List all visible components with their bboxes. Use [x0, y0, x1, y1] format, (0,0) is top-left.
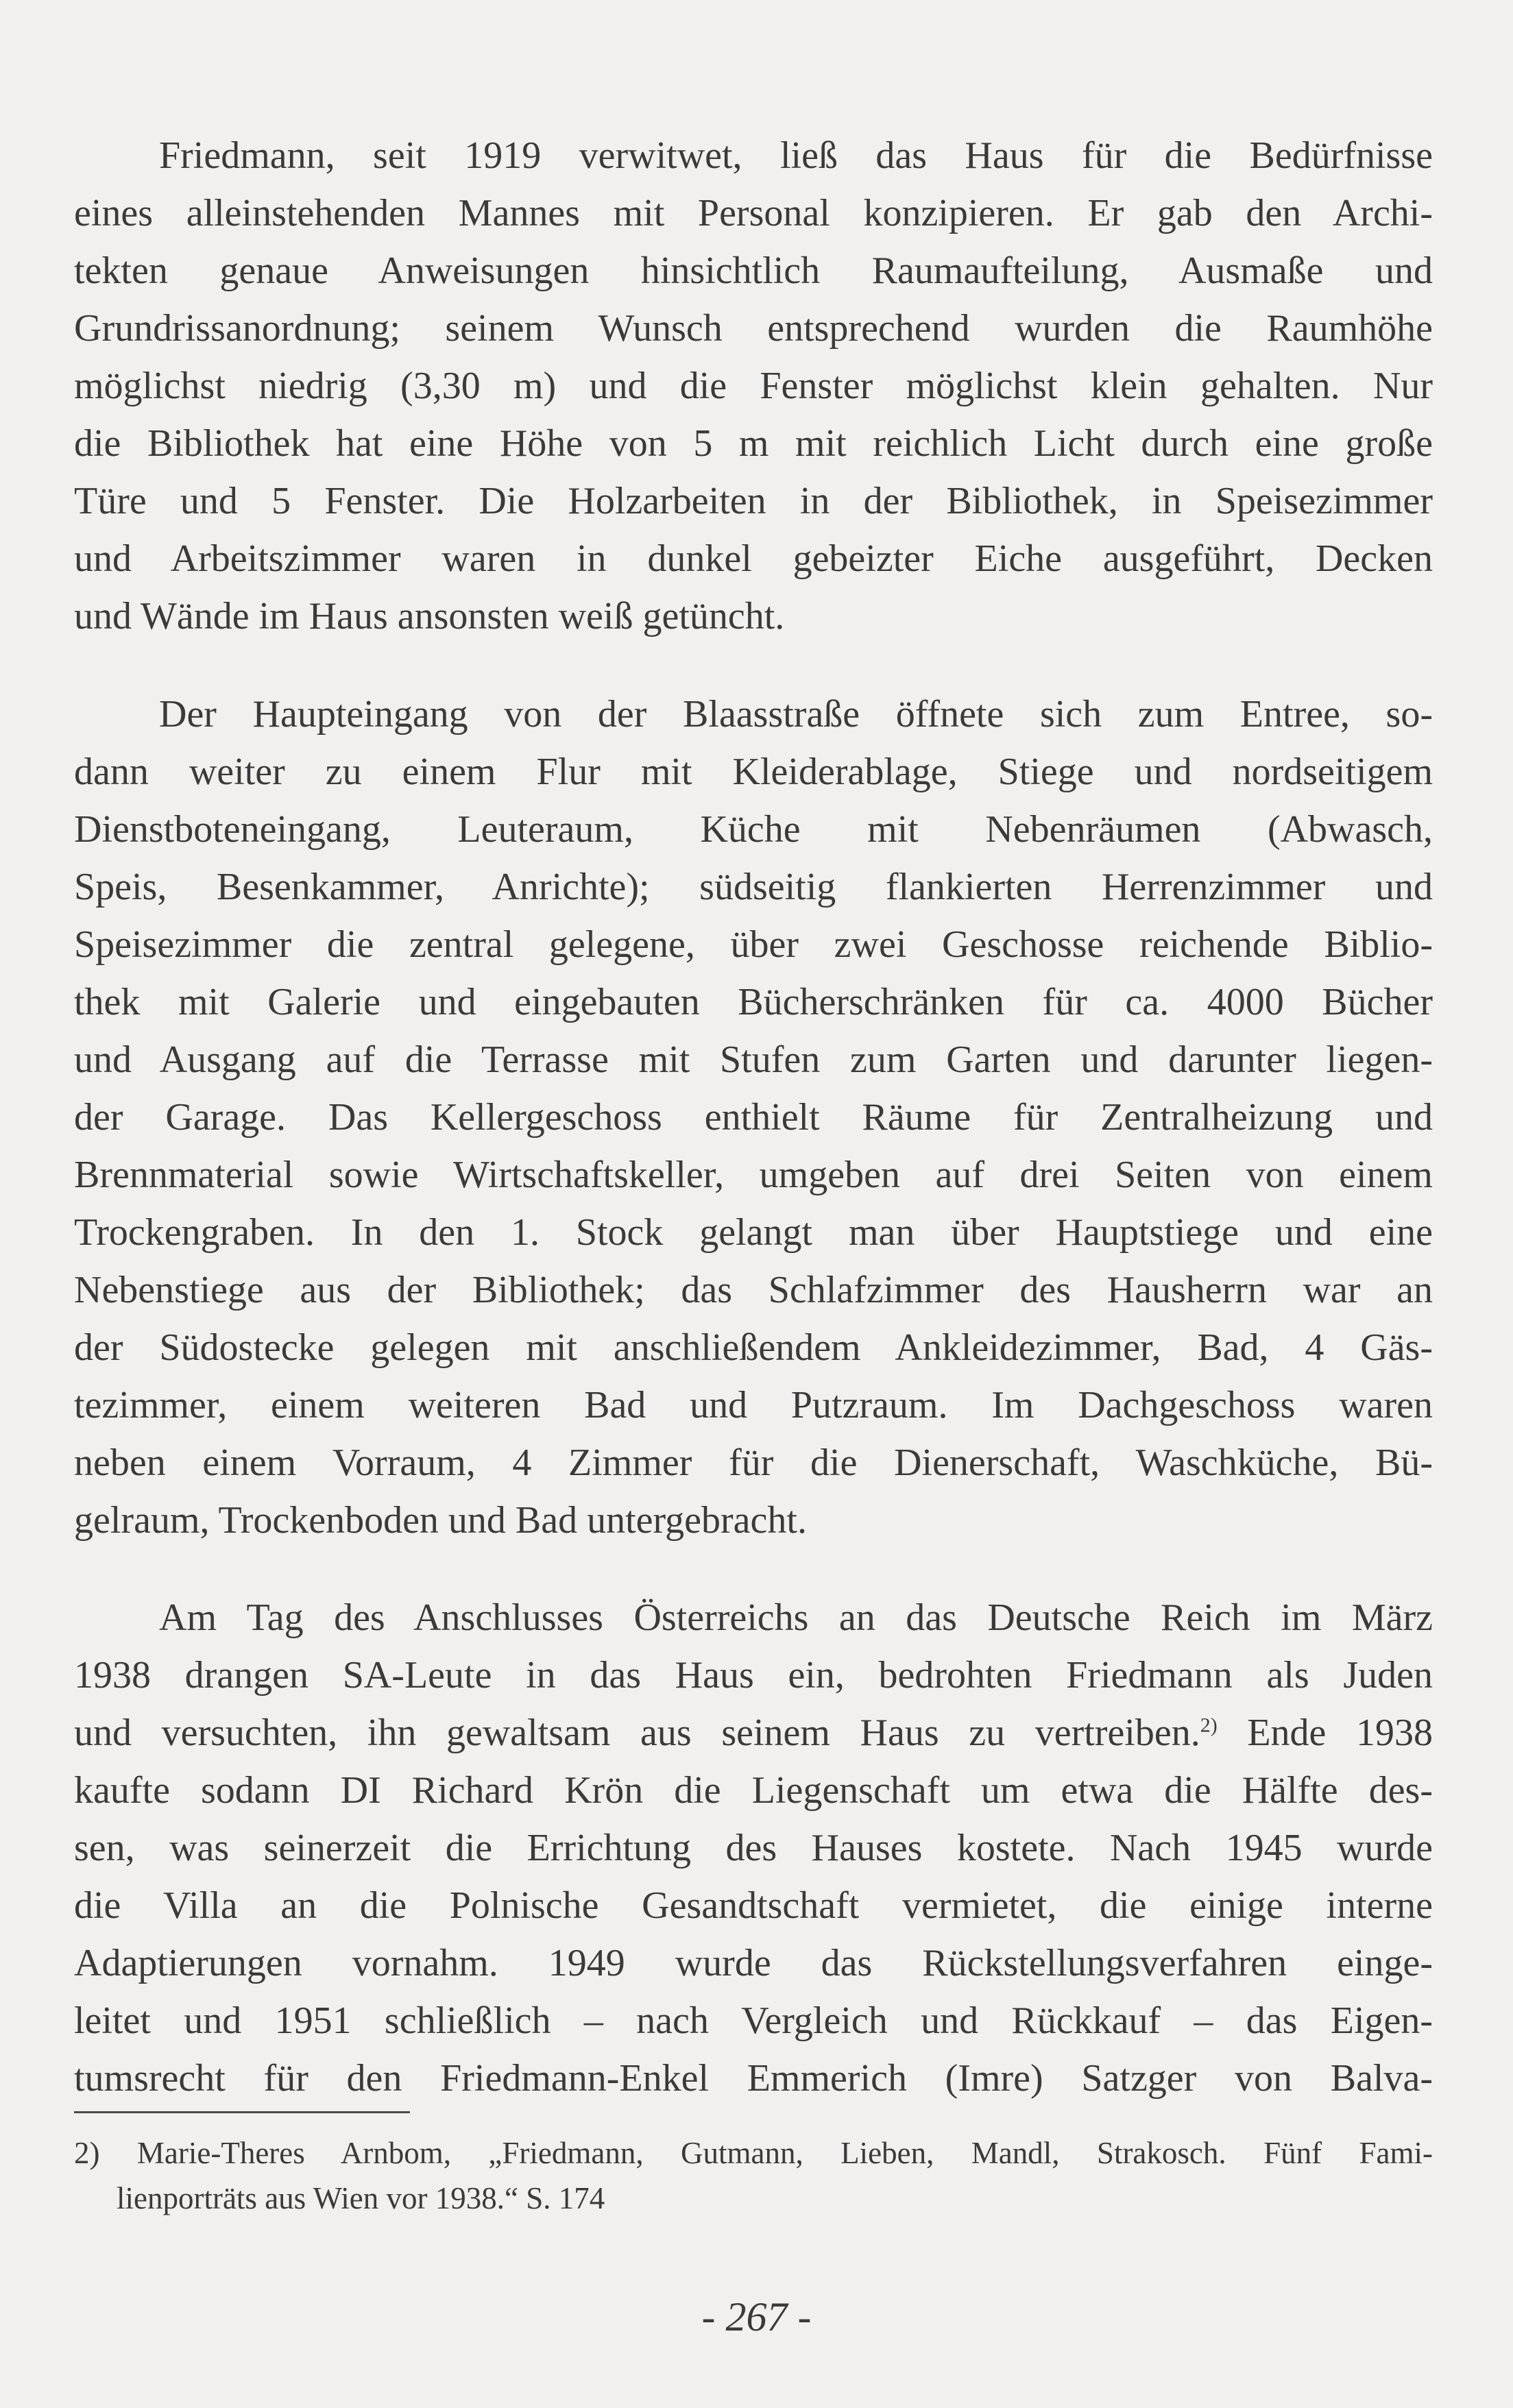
- paragraph-3-line-6: die Villa an die Polnische Gesandtschaft vermietet, die einige interne: [74, 1884, 1433, 1927]
- paragraph-1-line-6: die Bibliothek hat eine Höhe von 5 m mit reichlich Licht durch eine große: [74, 422, 1433, 465]
- paragraph-1-line-7: Türe und 5 Fenster. Die Holzarbeiten in der Bibliothek, in Speisezimmer: [74, 480, 1433, 522]
- paragraph-3-line-8: leitet und 1951 schließlich – nach Vergleich und Rückkauf – das Eigen-: [74, 1999, 1433, 2042]
- paragraph-3-line-3: [74, 1704, 1433, 1762]
- paragraph-2-line-11: Nebenstiege aus der Bibliothek; das Schlafzimmer des Hausherrn war an: [74, 1269, 1433, 1311]
- footnote-separator: [74, 2111, 410, 2113]
- paragraph-2-line-9: Brennmaterial sowie Wirtschaftskeller, umgeben auf drei Seiten von einem: [74, 1154, 1433, 1196]
- footnote-line-1: 2) Marie-Theres Arnbom, „Friedmann, Gutmann, Lieben, Mandl, Strakosch. Fünf Fami-: [74, 2136, 1433, 2170]
- paragraph-1-line-3: tekten genaue Anweisungen hinsichtlich Raumaufteilung, Ausmaße und: [74, 250, 1433, 292]
- paragraph-2-line-13: tezimmer, einem weiteren Bad und Putzraum. Im Dachgeschoss waren: [74, 1384, 1433, 1426]
- paragraph-3-line-9: tumsrecht für den Friedmann-Enkel Emmerich (Imre) Satzger von Balva-: [74, 2057, 1433, 2100]
- paragraph-2-line-4: Speis, Besenkammer, Anrichte); südseitig flankierten Herrenzimmer und: [74, 866, 1433, 908]
- paragraph-2-line-14: neben einem Vorraum, 4 Zimmer für die Dienerschaft, Waschküche, Bü-: [74, 1442, 1433, 1484]
- paragraph-1-line-9: und Wände im Haus ansonsten weiß getüncht.: [74, 595, 785, 637]
- paragraph-3-line-7: Adaptierungen vornahm. 1949 wurde das Rückstellungsverfahren einge-: [74, 1942, 1433, 1984]
- footnote-reference[interactable]: 2): [1200, 1714, 1218, 1737]
- footnote-line-2: lienporträts aus Wien vor 1938.“ S. 174: [117, 2181, 605, 2215]
- paragraph-1-line-4: Grundrissanordnung; seinem Wunsch entsprechend wurden die Raumhöhe: [74, 307, 1433, 350]
- paragraph-2-line-12: der Südostecke gelegen mit anschließendem Ankleidezimmer, Bad, 4 Gäs-: [74, 1326, 1433, 1369]
- paragraph-2-line-8: der Garage. Das Kellergeschoss enthielt Räume für Zentralheizung und: [74, 1096, 1433, 1139]
- paragraph-2-line-10: Trockengraben. In den 1. Stock gelangt man über Hauptstiege und eine: [74, 1211, 1433, 1254]
- paragraph-1-line-1: Friedmann, seit 1919 verwitwet, ließ das Haus für die Bedürfnisse: [159, 134, 1433, 177]
- paragraph-2-line-7: und Ausgang auf die Terrasse mit Stufen zum Garten und darunter liegen-: [74, 1038, 1433, 1081]
- paragraph-2-line-3: Dienstboteneingang, Leuteraum, Küche mit Nebenräumen (Abwasch,: [74, 808, 1433, 851]
- paragraph-1-line-8: und Arbeitszimmer waren in dunkel gebeizter Eiche ausgeführt, Decken: [74, 537, 1433, 580]
- paragraph-2-line-15: gelraum, Trockenboden und Bad untergebracht.: [74, 1499, 807, 1542]
- paragraph-3-line-4: kaufte sodann DI Richard Krön die Liegenschaft um etwa die Hälfte des-: [74, 1769, 1433, 1812]
- paragraph-2-line-6: thek mit Galerie und eingebauten Bücherschränken für ca. 4000 Bücher: [74, 981, 1433, 1023]
- paragraph-2-line-1: Der Haupteingang von der Blaasstraße öffnete sich zum Entree, so-: [159, 693, 1433, 735]
- paragraph-3-line-1: Am Tag des Anschlusses Österreichs an das Deutsche Reich im März: [159, 1596, 1433, 1639]
- paragraph-2-line-2: dann weiter zu einem Flur mit Kleiderablage, Stiege und nordseitigem: [74, 751, 1433, 793]
- paragraph-3-line-3-tail: Ende 1938: [1217, 1712, 1433, 1754]
- paragraph-3-line-2: 1938 drangen SA-Leute in das Haus ein, bedrohten Friedmann als Juden: [74, 1654, 1433, 1696]
- paragraph-1-line-2: eines alleinstehenden Mannes mit Personal konzipieren. Er gab den Archi-: [74, 192, 1433, 234]
- page-number: - 267 -: [701, 2294, 812, 2339]
- paragraph-1-line-5: möglichst niedrig (3,30 m) und die Fenster möglichst klein gehalten. Nur: [74, 365, 1433, 407]
- paragraph-3-line-3-text: und versuchten, ihn gewaltsam aus seinem Haus zu vertreiben.: [74, 1712, 1200, 1754]
- paragraph-3-line-5: sen, was seinerzeit die Errichtung des Hauses kostete. Nach 1945 wurde: [74, 1827, 1433, 1869]
- paragraph-2-line-5: Speisezimmer die zentral gelegene, über zwei Geschosse reichende Biblio-: [74, 923, 1433, 966]
